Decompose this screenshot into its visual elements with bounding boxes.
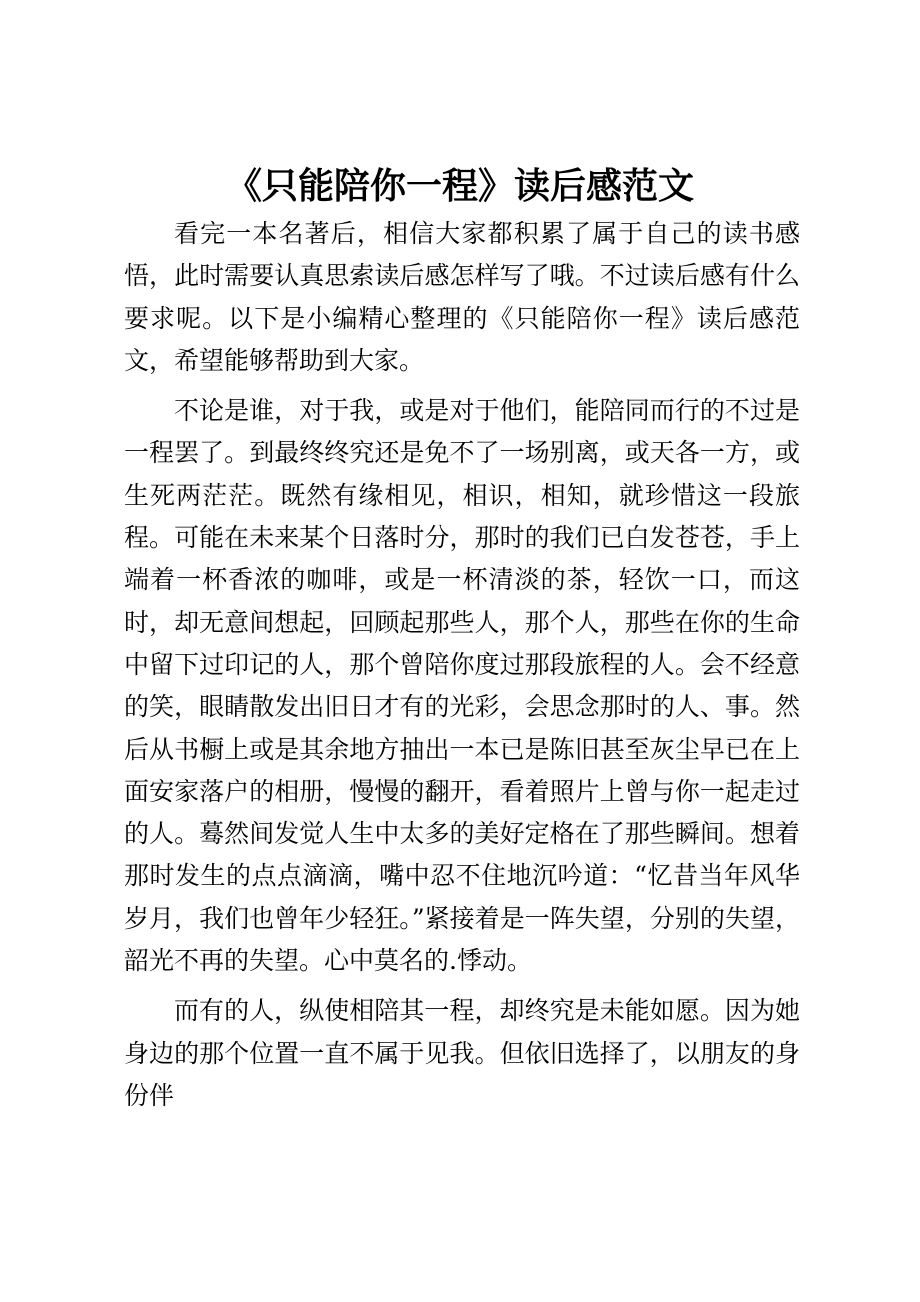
paragraph-continued: 而有的人，纵使相陪其一程，却终究是未能如愿。因为她身边的那个位置一直不属于见我。但依旧选择了，以朋友的身份伴 — [124, 996, 800, 1110]
document-body — [124, 213, 800, 1125]
document-title: 《只能陪你一程》读后感范文 — [225, 166, 694, 207]
paragraph-intro: 看完一本名著后，相信大家都积累了属于自己的读书感悟，此时需要认真思索读后感怎样写了哦。不过读后感有什么要求呢。以下是小编精心整理的《只能陪你一程》读后感范文，希望能够帮助到大家。 — [124, 219, 800, 375]
paragraph-main: 不论是谁，对于我，或是对于他们，能陪同而行的不过是一程罢了。到最终终究还是免不了一场别离，或天各一方，或生死两茫茫。既然有缘相见，相识，相知，就珍惜这一段旅程。可能在未来某个日落时分，那时的我们已白发苍苍，手上端着一杯香浓的咖啡，或是一杯清淡的茶，轻饮一口，而这时，却无意间想起，回顾起那些人，那个人，那些在你的生命中留下过印记的人，那个曾陪你度过那段旅程的人。会不经意的笑，眼睛散发出旧日才有的光彩，会思念那时的人、事。然后从书橱上或是其余地方抽出一本已是陈旧甚至灰尘早已在上面安家落户的相册，慢慢的翻开，看着照片上曾与你一起走过的人。蓦然间发觉人生中太多的美好定格在了那些瞬间。想着那时发生的点点滴滴，嘴中忍不住地沉吟道：“忆昔当年风华岁月，我们也曾年少轻狂。”紧接着是一阵失望，分别的失望，韶光不再的失望。心中莫名的.悸动。 — [124, 396, 800, 976]
